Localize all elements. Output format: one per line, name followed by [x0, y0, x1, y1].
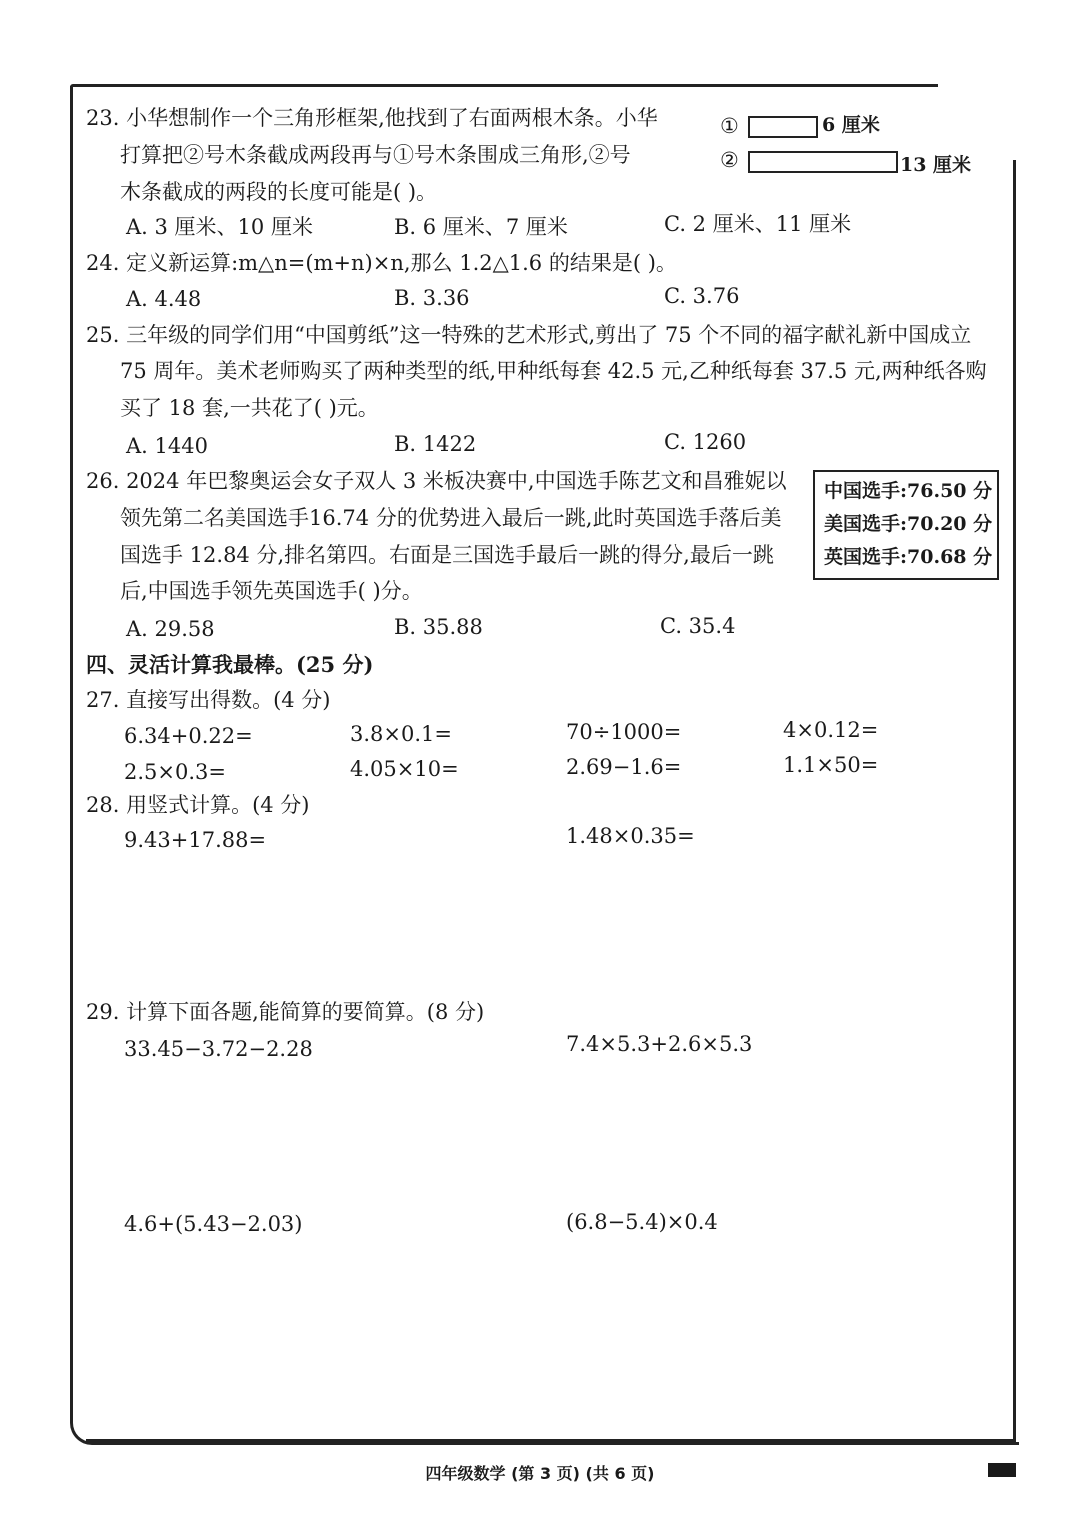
q27-item: 70÷1000=: [566, 720, 682, 744]
q27-item: 2.5×0.3=: [124, 760, 226, 784]
q29-item: 33.45−3.72−2.28: [124, 1037, 313, 1061]
q27-item: 3.8×0.1=: [350, 722, 452, 746]
q23-option-c: C. 2 厘米、11 厘米: [664, 212, 852, 236]
page-border-bottom: [86, 1439, 1016, 1442]
score-table: [813, 470, 999, 580]
q25-line1: 25. 三年级的同学们用“中国剪纸”这一特殊的艺术形式,剪出了 75 个不同的福字献礼新中国成立: [86, 323, 972, 347]
q25-option-a: A. 1440: [126, 434, 208, 458]
q26-line3: 国选手 12.84 分,排名第四。右面是三国选手最后一跳的得分,最后一跳: [120, 543, 774, 567]
q28-item: 1.48×0.35=: [566, 824, 695, 848]
q28-item: 9.43+17.88=: [124, 828, 267, 852]
q24-option-c: C. 3.76: [664, 284, 740, 308]
page-border-top: [70, 84, 938, 87]
q28-title: 28. 用竖式计算。(4 分): [86, 793, 310, 817]
q25-option-c: C. 1260: [664, 430, 747, 454]
page-corner-mark: [988, 1463, 1016, 1477]
q27-item: 1.1×50=: [783, 753, 879, 777]
q24-option-b: B. 3.36: [394, 286, 470, 310]
page-footer: 四年级数学 (第 3 页) (共 6 页): [425, 1464, 655, 1483]
q27-item: 2.69−1.6=: [566, 755, 682, 779]
stick2-mark: ②: [720, 148, 739, 172]
q24-option-a: A. 4.48: [126, 287, 202, 311]
score-china: 中国选手:76.50 分: [824, 480, 993, 502]
wood-stick-1: [748, 116, 818, 138]
q27-title: 27. 直接写出得数。(4 分): [86, 688, 331, 712]
q23-line2: 打算把②号木条截成两段再与①号木条围成三角形,②号: [120, 143, 631, 167]
q23-line3: 木条截成的两段的长度可能是( )。: [120, 180, 438, 204]
q29-item: 7.4×5.3+2.6×5.3: [566, 1032, 753, 1056]
stick2-length: 13 厘米: [900, 154, 972, 176]
score-usa: 美国选手:70.20 分: [824, 513, 993, 535]
q29-item: 4.6+(5.43−2.03): [124, 1212, 303, 1236]
stick1-mark: ①: [720, 114, 739, 138]
score-uk: 英国选手:70.68 分: [824, 546, 993, 568]
q23-option-a: A. 3 厘米、10 厘米: [126, 215, 313, 239]
q26-line2: 领先第二名美国选手16.74 分的优势进入最后一跳,此时英国选手落后美: [120, 506, 782, 530]
q27-item: 4.05×10=: [350, 757, 459, 781]
q23-line1: 23. 小华想制作一个三角形框架,他找到了右面两根木条。小华: [86, 106, 658, 130]
q26-line1: 26. 2024 年巴黎奥运会女子双人 3 米板决赛中,中国选手陈艺文和昌雅妮以: [86, 469, 787, 493]
q29-title: 29. 计算下面各题,能简算的要简算。(8 分): [86, 1000, 485, 1024]
q27-item: 4×0.12=: [783, 718, 879, 742]
q25-option-b: B. 1422: [394, 432, 477, 456]
q26-option-b: B. 35.88: [394, 615, 483, 639]
section4-title: 四、灵活计算我最棒。(25 分): [86, 652, 374, 677]
page-border-right: [1013, 160, 1016, 1442]
stick1-length: 6 厘米: [822, 114, 880, 136]
q29-item: (6.8−5.4)×0.4: [566, 1210, 718, 1234]
q26-option-a: A. 29.58: [126, 617, 215, 641]
q25-line2: 75 周年。美术老师购买了两种类型的纸,甲种纸每套 42.5 元,乙种纸每套 37.5 元,两种纸各购: [120, 359, 987, 383]
q23-option-b: B. 6 厘米、7 厘米: [394, 215, 568, 239]
wood-stick-2: [748, 151, 898, 173]
q26-line4: 后,中国选手领先英国选手( )分。: [120, 579, 423, 603]
q27-item: 6.34+0.22=: [124, 724, 253, 748]
q26-option-c: C. 35.4: [660, 614, 736, 638]
q24-line1: 24. 定义新运算:m△n=(m+n)×n,那么 1.2△1.6 的结果是( )。: [86, 251, 677, 275]
q25-line3: 买了 18 套,一共花了( )元。: [120, 396, 379, 420]
